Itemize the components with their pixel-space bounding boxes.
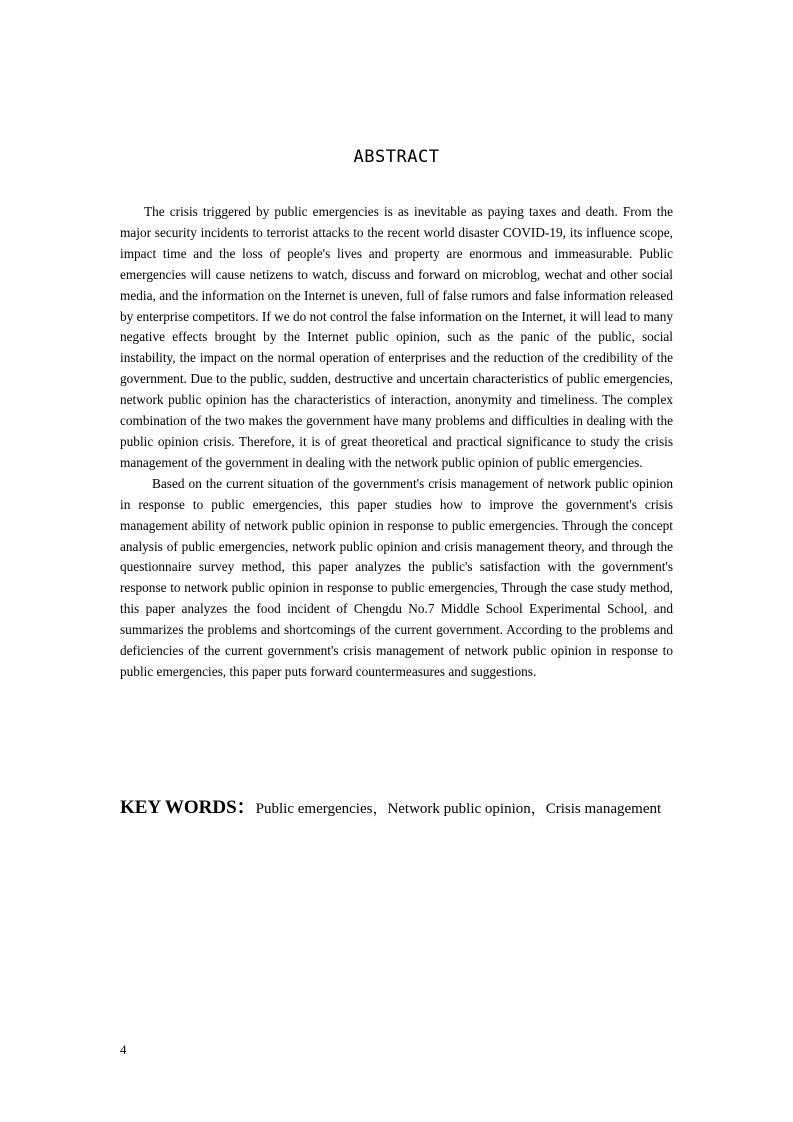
abstract-body xyxy=(120,202,673,683)
abstract-paragraph-1: The crisis triggered by public emergencies is as inevitable as paying taxes and death. From the major security incidents to terrorist attacks to the recent world disaster COVID-19, its influence scope, impact time and the loss of people's lives and property are enormous and immeasurable. Public emergencies will cause netizens to watch, discuss and forward on microblog, wechat and other social media, and the information on the Internet is uneven, full of false rumors and false information released by enterprise competitors. If we do not control the false information on the Internet, it will lead to many negative effects brought by the Internet public opinion, such as the panic of the public, social instability, the impact on the normal operation of enterprises and the reduction of the credibility of the government. Due to the public, sudden, destructive and uncertain characteristics of public emergencies, network public opinion has the characteristics of interaction, anonymity and timeliness. The complex combination of the two makes the government have many problems and difficulties in dealing with the public opinion crisis. Therefore, it is of great theoretical and practical significance to study the crisis management of the government in dealing with the network public opinion of public emergencies. xyxy=(120,204,673,470)
abstract-paragraph-2: Based on the current situation of the government's crisis management of network public opinion in response to public emergencies, this paper studies how to improve the government's crisis management ability of network public opinion in response to public emergencies. Through the concept analysis of public emergencies, network public opinion and crisis management theory, and through the questionnaire survey method, this paper analyzes the public's satisfaction with the government's response to network public opinion in response to public emergencies, Through the case study method, this paper analyzes the food incident of Chengdu No.7 Middle School Experimental School, and summarizes the problems and shortcomings of the current government. According to the problems and deficiencies of the current government's crisis management of network public opinion in response to public emergencies, this paper puts forward countermeasures and suggestions. xyxy=(120,475,673,679)
keywords-line xyxy=(120,792,673,819)
keywords-list: Public emergencies，Network public opinion，Crisis management xyxy=(255,801,662,817)
keywords-label: KEY WORDS： xyxy=(120,797,256,818)
abstract-title: ABSTRACT xyxy=(353,147,440,167)
page-number: 4 xyxy=(120,1042,127,1057)
